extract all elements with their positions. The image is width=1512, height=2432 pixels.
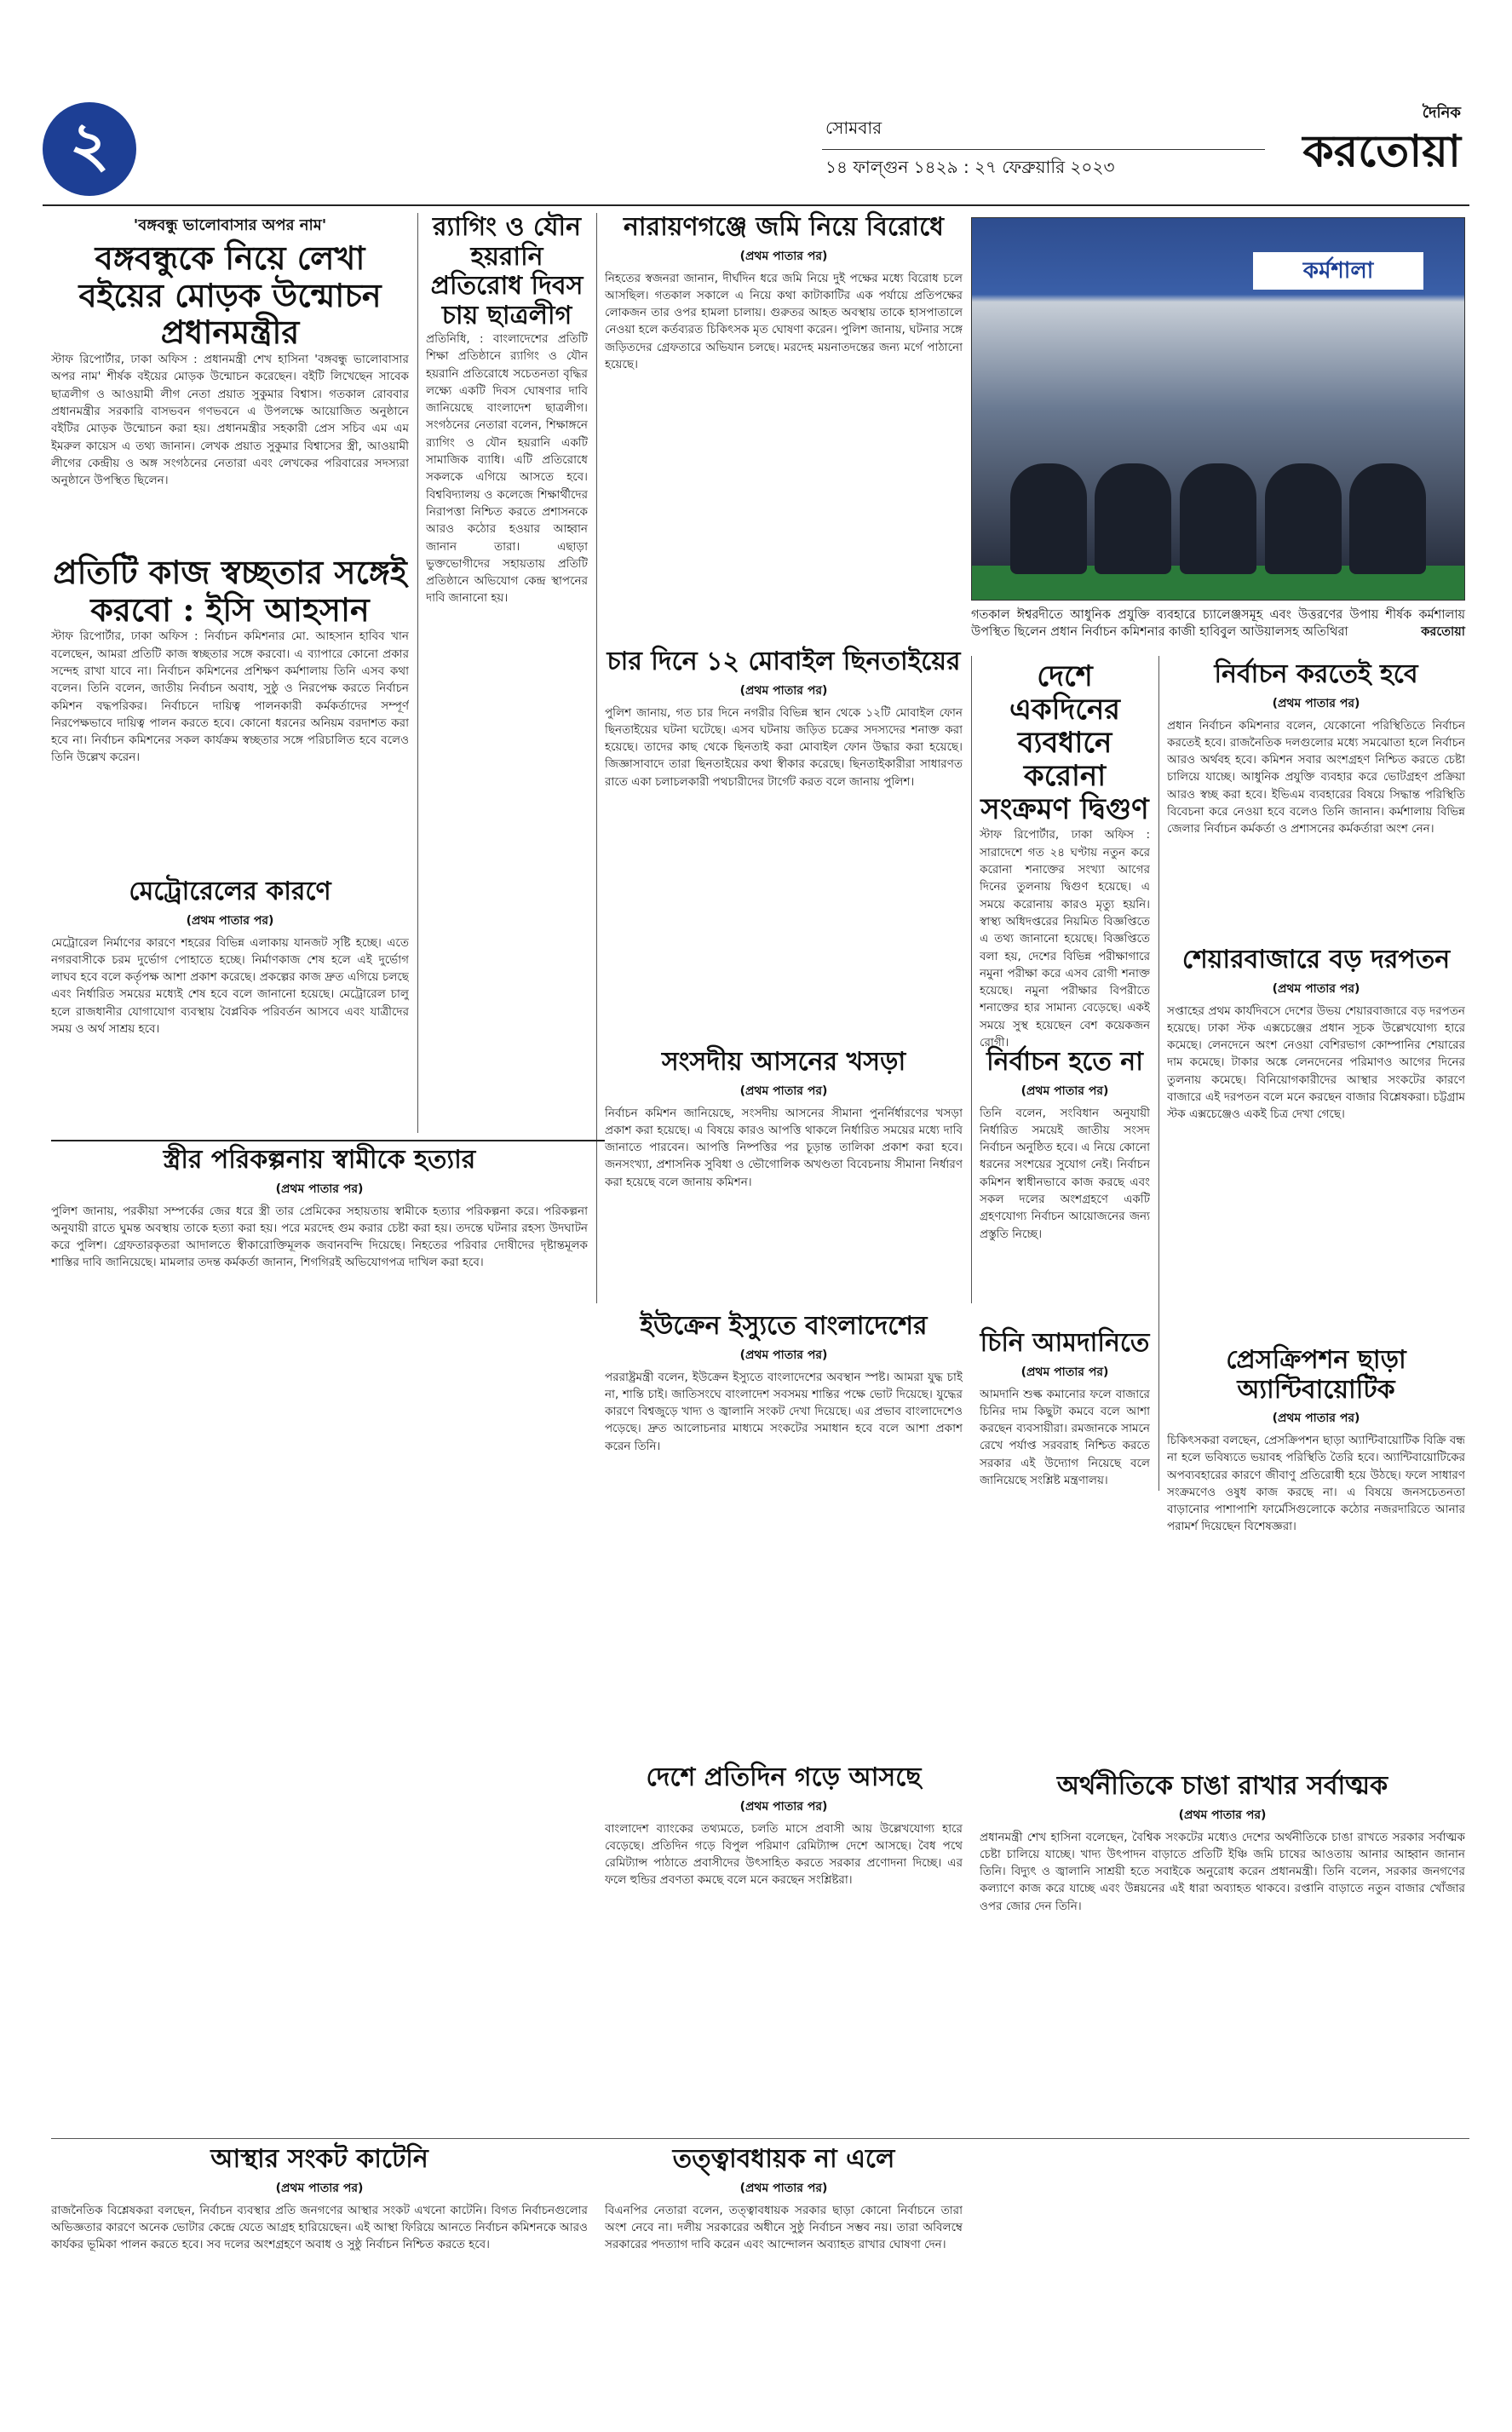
photo-person <box>1349 463 1426 574</box>
column-divider <box>417 213 418 1133</box>
headline: অর্থনীতিকে চাঙা রাখার সর্বাত্মক <box>1056 1771 1388 1801</box>
article-election-must <box>1167 660 1465 930</box>
body: পুলিশ জানায়, গত চার দিনে নগরীর বিভিন্ন স্থান থেকে ১২টি মোবাইল ফোন ছিনতাইয়ের ঘটনা ঘটেছে। এসব ঘটনায় জড়িত চক্রের সদস্যদের শনাক্ত করা হয়েছে। তাদের কাছ থেকে ছিনতাই করা মোবাইল ফোন উদ্ধার করা হয়েছে। জিজ্ঞাসাবাদে তারা ছিনতাইয়ের কথা স্বীকার করেছে। ছিনতাইকারীরা সাধারণত রাতে একা চলাচলকারী পথচারীদের টার্গেট করত বলে জানায় পুলিশ। <box>605 705 963 789</box>
article-book <box>51 213 409 581</box>
article-harassment <box>426 213 588 1063</box>
continued: (প্রথম পাতার পর) <box>1178 1808 1267 1822</box>
continued: (প্রথম পাতার পর) <box>739 1084 828 1098</box>
article-ukraine <box>605 1312 963 1744</box>
page-number: ২ <box>69 107 110 180</box>
continued: (প্রথম পাতার পর) <box>739 1348 828 1362</box>
headline: চিনি আমদানিতে <box>980 1328 1150 1358</box>
photo-person <box>1265 463 1342 574</box>
continued: (প্রথম পাতার পর) <box>1020 1365 1109 1379</box>
continued: (প্রথম পাতার পর) <box>1272 1411 1360 1425</box>
body: প্রধানমন্ত্রী শেখ হাসিনা বলেছেন, বৈশ্বিক সংকটের মধ্যেও দেশের অর্থনীতিকে চাঙা রাখতে সরকার সর্বাত্মক চেষ্টা চালিয়ে যাচ্ছে। খাদ্য উৎপাদন বাড়াতে প্রতিটি ইঞ্চি জমি চাষের আওতায় আনার আহ্বান জানান তিনি। বিদ্যুৎ ও জ্বালানি সাশ্রয়ী হতে সবাইকে অনুরোধ করেন প্রধানমন্ত্রী। তিনি বলেন, সরকার জনগণের কল্যাণে কাজ করে যাচ্ছে এবং উন্নয়নের এই ধারা অব্যাহত থাকবে। রপ্তানি বাড়াতে নতুন বাজার খোঁজার ওপর জোর দেন তিনি। <box>980 1830 1465 1913</box>
article-ec <box>51 554 409 866</box>
body: বাংলাদেশ ব্যাংকের তথ্যমতে, চলতি মাসে প্রবাসী আয় উল্লেখযোগ্য হারে বেড়েছে। প্রতিদিন গড়ে বিপুল পরিমাণ রেমিট্যান্স দেশে আসছে। বৈধ পথে রেমিট্যান্স পাঠাতে প্রবাসীদের উৎসাহিত করতে সরকার প্রণোদনা দিচ্ছে। এর ফলে হুন্ডির প্রবণতা কমছে বলে মনে করছেন সংশ্লিষ্টরা। <box>605 1821 963 1888</box>
logo-main: করতোয়া <box>1302 125 1461 177</box>
article-antibiotic <box>1167 1346 1465 1815</box>
photo-person <box>1010 463 1087 574</box>
body: পুলিশ জানায়, পরকীয়া সম্পর্কের জের ধরে স্ত্রী তার প্রেমিকের সহায়তায় স্বামীকে হত্যার পরিকল্পনা করে। পরিকল্পনা অনুযায়ী রাতে ঘুমন্ত অবস্থায় তাকে হত্যা করা হয়। পরে মরদেহ গুম করার চেষ্টা করা হয়। তদন্তে ঘটনার রহস্য উদঘাটন করে পুলিশ। গ্রেফতারকৃতরা আদালতে স্বীকারোক্তিমূলক জবানবন্দি দিয়েছে। নিহতের পরিবার দোষীদের দৃষ্টান্তমূলক শাস্তির দাবি জানিয়েছে। মামলার তদন্ত কর্মকর্তা জানান, শিগগিরই অভিযোগপত্র দাখিল করা হবে। <box>51 1204 588 1270</box>
headline: দেশে একদিনের ব্যবধানে করোনা সংক্রমণ দ্বিগুণ <box>980 659 1149 827</box>
headline: স্ত্রীর পরিকল্পনায় স্বামীকে হত্যার <box>163 1145 476 1175</box>
photo-people <box>1006 455 1430 574</box>
headline: সংসদীয় আসনের খসড়া <box>661 1047 906 1077</box>
body: নির্বাচন কমিশন জানিয়েছে, সংসদীয় আসনের সীমানা পুনর্নির্ধারণের খসড়া প্রকাশ করা হয়েছে। এ বিষয়ে কারও আপত্তি থাকলে নির্ধারিত সময়ের মধ্যে দাবি জানাতে পারবেন। আপত্তি নিষ্পত্তির পর চূড়ান্ত তালিকা প্রকাশ করা হবে। জনসংখ্যা, প্রশাসনিক সুবিধা ও ভৌগোলিক অখণ্ডতা বিবেচনায় সীমানা নির্ধারণ করা হয়েছে বলে জানায় কমিশন। <box>605 1106 963 1189</box>
headline: নারায়ণগঞ্জে জমি নিয়ে বিরোধে <box>623 212 944 242</box>
headline: চার দিনে ১২ মোবাইল ছিনতাইয়ের <box>607 647 961 676</box>
headline: প্রতিটি কাজ স্বচ্ছতার সঙ্গেই করবো : ইসি আহসান <box>53 553 407 629</box>
article-land <box>605 213 963 645</box>
article-trust <box>51 2145 588 2432</box>
kicker: 'বঙ্গবন্ধু ভালোবাসার অপর নাম' <box>133 216 327 234</box>
headline: বঙ্গবন্ধুকে নিয়ে লেখা বইয়ের মোড়ক উন্মোচন প্রধানমন্ত্রীর <box>78 239 382 352</box>
article-daily <box>605 1763 963 2084</box>
continued: (প্রথম পাতার পর) <box>1272 696 1360 710</box>
article-election-timely <box>980 1048 1150 1318</box>
article-economy <box>980 1772 1465 2425</box>
body: বিএনপির নেতারা বলেন, তত্ত্বাবধায়ক সরকার ছাড়া কোনো নির্বাচনে তারা অংশ নেবে না। দলীয় সরকারের অধীনে সুষ্ঠু নির্বাচন সম্ভব নয়। তারা অবিলম্বে সরকারের পদত্যাগ দাবি করেন এবং আন্দোলন অব্যাহত রাখার ঘোষণা দেন। <box>605 2203 963 2252</box>
date: ১৪ ফাল্গুন ১৪২৯ : ২৭ ফেব্রুয়ারি ২০২৩ <box>825 157 1115 177</box>
newspaper-logo <box>1291 101 1461 194</box>
headline: তত্ত্বাবধায়ক না এলে <box>672 2144 895 2174</box>
column-divider <box>971 656 972 1303</box>
body: রাজনৈতিক বিশ্লেষকরা বলছেন, নির্বাচন ব্যবস্থার প্রতি জনগণের আস্থার সংকট এখনো কাটেনি। বিগত নির্বাচনগুলোর অভিজ্ঞতার কারণে অনেক ভোটার কেন্দ্রে যেতে আগ্রহ হারিয়েছেন। এই আস্থা ফিরিয়ে আনতে নির্বাচন কমিশনকে আরও কার্যকর ভূমিকা পালন করতে হবে। সব দলের অংশগ্রহণে অবাধ ও সুষ্ঠু নির্বাচন নিশ্চিত করতে হবে। <box>51 2203 588 2252</box>
body: প্রধান নির্বাচন কমিশনার বলেন, যেকোনো পরিস্থিতিতে নির্বাচন করতেই হবে। রাজনৈতিক দলগুলোর মধ্যে সমঝোতা হলে নির্বাচন আরও অর্থবহ হবে। কমিশন সবার অংশগ্রহণ নিশ্চিত করতে চেষ্টা চালিয়ে যাচ্ছে। আধুনিক প্রযুক্তি ব্যবহার করে ভোটগ্রহণ প্রক্রিয়া আরও স্বচ্ছ করা হবে। ইভিএম ব্যবহারের বিষয়ে সিদ্ধান্ত পরিস্থিতি বিবেচনা করে নেওয়া হবে বলেও তিনি জানান। কর্মশালায় বিভিন্ন জেলার নির্বাচন কর্মকর্তা ও প্রশাসনের কর্মকর্তারা অংশ নেন। <box>1167 718 1465 837</box>
body: নিহতের স্বজনরা জানান, দীর্ঘদিন ধরে জমি নিয়ে দুই পক্ষের মধ্যে বিরোধ চলে আসছিল। গতকাল সকালে এ নিয়ে কথা কাটাকাটির এক পর্যায়ে প্রতিপক্ষের লোকজন তার ওপর হামলা চালায়। গুরুতর আহত অবস্থায় তাকে হাসপাতালে নেওয়া হলে কর্তব্যরত চিকিৎসক মৃত ঘোষণা করেন। পুলিশ জানায়, ঘটনার সঙ্গে জড়িতদের গ্রেফতারে অভিযান চলছে। মরদেহ ময়নাতদন্তের জন্য মর্গে পাঠানো হয়েছে। <box>605 271 963 371</box>
article-phones <box>605 647 963 1028</box>
article-caretaker <box>605 2145 963 2432</box>
caption-text: গতকাল ঈশ্বরদীতে আধুনিক প্রযুক্তি ব্যবহারে চ্যালেঞ্জসমূহ এবং উত্তরণের উপায় শীর্ষক কর্মশালায় উপস্থিত ছিলেন প্রধান নির্বাচন কমিশনার কাজী হাবিবুল আউয়ালসহ অতিথিরা <box>971 608 1465 639</box>
body: মেট্রোরেল নির্মাণের কারণে শহরের বিভিন্ন এলাকায় যানজট সৃষ্টি হচ্ছে। এতে নগরবাসীকে চরম দুর্ভোগ পোহাতে হচ্ছে। নির্মাণকাজ শেষ হলে এই দুর্ভোগ লাঘব হবে বলে কর্তৃপক্ষ আশা প্রকাশ করেছে। প্রকল্পের কাজ দ্রুত এগিয়ে চলছে এবং নির্ধারিত সময়ের মধ্যেই শেষ হবে বলে জানানো হয়েছে। মেট্রোরেল চালু হলে রাজধানীর যোগাযোগ ব্যবস্থায় বৈপ্লবিক পরিবর্তন আসবে এবং যাত্রীদের সময় ও অর্থ সাশ্রয় হবে। <box>51 935 409 1036</box>
body: স্টাফ রিপোর্টার, ঢাকা অফিস : প্রধানমন্ত্রী শেখ হাসিনা 'বঙ্গবন্ধু ভালোবাসার অপর নাম' শীর্ষক বইয়ের মোড়ক উন্মোচন করেছেন। বইটি লিখেছেন সাবেক ছাত্রলীগ ও আওয়ামী লীগ নেতা প্রয়াত সুকুমার বিশ্বাস। গতকাল রোববার প্রধানমন্ত্রীর সরকারি বাসভবন গণভবনে এ উপলক্ষে আয়োজিত অনুষ্ঠানে বইটির মোড়ক উন্মোচন করা হয়। প্রধানমন্ত্রীর সহকারী প্রেস সচিব এম এম ইমরুল কায়েস এ তথ্য জানান। লেখক প্রয়াত সুকুমার বিশ্বাসের স্ত্রী, আওয়ামী লীগের কেন্দ্রীয় ও অঙ্গ সংগঠনের নেতারা এবং লেখকের পরিবারের সদস্যরা অনুষ্ঠানে উপস্থিত ছিলেন। <box>51 353 409 488</box>
headline: র‌্যাগিং ও যৌন হয়রানি প্রতিরোধ দিবস চায় ছাত্রলীগ <box>430 212 584 331</box>
body: আমদানি শুল্ক কমানোর ফলে বাজারে চিনির দাম কিছুটা কমবে বলে আশা করছেন ব্যবসায়ীরা। রমজানকে সামনে রেখে পর্যাপ্ত সরবরাহ নিশ্চিত করতে সরকার এই উদ্যোগ নিয়েছে বলে জানিয়েছে সংশ্লিষ্ট মন্ত্রণালয়। <box>980 1387 1150 1487</box>
article-parliament <box>605 1048 963 1326</box>
section-divider <box>51 1140 605 1141</box>
weekday: সোমবার <box>822 111 1265 150</box>
body: তিনি বলেন, সংবিধান অনুযায়ী নির্ধারিত সময়েই জাতীয় সংসদ নির্বাচন অনুষ্ঠিত হবে। এ নিয়ে কোনো ধরনের সংশয়ের সুযোগ নেই। নির্বাচন কমিশন স্বাধীনভাবে কাজ করছে এবং সকল দলের অংশগ্রহণে একটি গ্রহণযোগ্য নির্বাচন আয়োজনের জন্য প্রস্তুতি নিচ্ছে। <box>980 1106 1150 1241</box>
news-photo <box>971 217 1465 601</box>
photo-credit: করতোয়া <box>1421 625 1465 639</box>
headline: প্রেসক্রিপশন ছাড়া অ্যান্টিবায়োটিক <box>1226 1345 1406 1405</box>
photo-caption <box>971 607 1465 641</box>
continued: (প্রথম পাতার পর) <box>275 2181 364 2195</box>
article-metro <box>51 877 409 1147</box>
headline: দেশে প্রতিদিন গড়ে আসছে <box>646 1762 922 1792</box>
continued: (প্রথম পাতার পর) <box>186 913 274 928</box>
continued: (প্রথম পাতার পর) <box>739 683 828 698</box>
body: স্টাফ রিপোর্টার, ঢাকা অফিস : নির্বাচন কমিশনার মো. আহসান হাবিব খান বলেছেন, আমরা প্রতিটি কাজ স্বচ্ছতার সঙ্গে করবো। এ ব্যাপারে কোনো প্রকার সন্দেহ রাখা যাবে না। নির্বাচন কমিশনের প্রশিক্ষণ কর্মশালায় তিনি এসব কথা বলেন। তিনি বলেন, জাতীয় নির্বাচন অবাধ, সুষ্ঠু ও নিরপেক্ষ করতে নির্বাচন কমিশন বদ্ধপরিকর। নির্বাচনে দায়িত্ব পালনকারী কর্মকর্তাদের সম্পূর্ণ নিরপেক্ষভাবে দায়িত্ব পালন করতে হবে। কোনো ধরনের অনিয়ম বরদাশত করা হবে না। নির্বাচন কমিশনের সকল কার্যক্রম স্বচ্ছতার সঙ্গে পরিচালিত হবে বলেও তিনি উল্লেখ করেন। <box>51 630 409 765</box>
continued: (প্রথম পাতার পর) <box>739 1799 828 1814</box>
body: প্রতিনিধি, : বাংলাদেশের প্রতিটি শিক্ষা প্রতিষ্ঠানে র‌্যাগিং ও যৌন হয়রানি প্রতিরোধে সচেতনতা বৃদ্ধির লক্ষ্যে একটি দিবস ঘোষণার দাবি জানিয়েছে বাংলাদেশ ছাত্রলীগ। সংগঠনের নেতারা বলেন, শিক্ষাঙ্গনে র‌্যাগিং ও যৌন হয়রানি একটি সামাজিক ব্যাধি। এটি প্রতিরোধে সকলকে এগিয়ে আসতে হবে। বিশ্ববিদ্যালয় ও কলেজে শিক্ষার্থীদের নিরাপত্তা নিশ্চিত করতে প্রশাসনকে আরও কঠোর হওয়ার আহ্বান জানান তারা। এছাড়া ভুক্তভোগীদের সহায়তায় প্রতিটি প্রতিষ্ঠানে অভিযোগ কেন্দ্র স্থাপনের দাবি জানানো হয়। <box>426 332 588 606</box>
photo-banner: কর্মশালা <box>1253 252 1423 290</box>
body: সপ্তাহের প্রথম কার্যদিবসে দেশের উভয় শেয়ারবাজারে বড় দরপতন হয়েছে। ঢাকা স্টক এক্সচেঞ্জের প্রধান সূচক উল্লেখযোগ্য হারে কমেছে। লেনদেনে অংশ নেওয়া বেশিরভাগ কোম্পানির শেয়ারের দাম কমেছে। টাকার অঙ্কে লেনদেনের পরিমাণও আগের দিনের তুলনায় কমেছে। বিনিয়োগকারীদের আস্থার সংকটের কারণে বাজারে এই দরপতন বলে মনে করছেন বাজার বিশ্লেষকরা। চট্টগ্রাম স্টক এক্সচেঞ্জেও একই চিত্র দেখা গেছে। <box>1167 1003 1465 1122</box>
photo-person <box>1095 463 1171 574</box>
headline: নির্বাচন করতেই হবে <box>1214 659 1418 689</box>
masthead-divider <box>43 204 1469 206</box>
body: চিকিৎসকরা বলছেন, প্রেসক্রিপশন ছাড়া অ্যান্টিবায়োটিক বিক্রি বন্ধ না হলে ভবিষ্যতে ভয়াবহ পরিস্থিতি তৈরি হবে। অ্যান্টিবায়োটিকের অপব্যবহারের কারণে জীবাণু প্রতিরোধী হয়ে উঠছে। ফলে সাধারণ সংক্রমণেও ওষুধ কাজ করছে না। এ বিষয়ে জনসচেতনতা বাড়ানোর পাশাপাশি ফার্মেসিগুলোকে কঠোর নজরদারিতে আনার পরামর্শ দিয়েছেন বিশেষজ্ঞরা। <box>1167 1434 1465 1534</box>
headline: শেয়ারবাজারে বড় দরপতন <box>1181 945 1451 975</box>
article-corona <box>980 660 1150 1082</box>
logo-top: দৈনিক <box>1422 104 1461 122</box>
body: পররাষ্ট্রমন্ত্রী বলেন, ইউক্রেন ইস্যুতে বাংলাদেশের অবস্থান স্পষ্ট। আমরা যুদ্ধ চাই না, শান্তি চাই। জাতিসংঘে বাংলাদেশ সবসময় শান্তির পক্ষে ভোট দিয়েছে। যুদ্ধের কারণে বিশ্বজুড়ে খাদ্য ও জ্বালানি সংকট দেখা দিয়েছে। এর প্রভাব বাংলাদেশেও পড়েছে। দ্রুত আলোচনার মাধ্যমে সংকটের সমাধান হবে বলে আশা প্রকাশ করেন তিনি। <box>605 1370 963 1453</box>
column-divider <box>1158 656 1159 1491</box>
continued: (প্রথম পাতার পর) <box>1020 1084 1109 1098</box>
continued: (প্রথম পাতার পর) <box>739 249 828 263</box>
continued: (প্রথম পাতার পর) <box>1272 981 1360 996</box>
dateline <box>822 111 1265 187</box>
article-stock <box>1167 946 1465 1343</box>
headline: ইউক্রেন ইস্যুতে বাংলাদেশের <box>640 1311 928 1341</box>
photo-person <box>1180 463 1256 574</box>
headline: আস্থার সংকট কাটেনি <box>210 2144 428 2174</box>
headline: নির্বাচন হতে না <box>986 1047 1143 1077</box>
page-number-badge <box>43 102 136 196</box>
continued: (প্রথম পাতার পর) <box>275 1182 364 1196</box>
body: স্টাফ রিপোর্টার, ঢাকা অফিস : সারাদেশে গত ২৪ ঘণ্টায় নতুন করে করোনা শনাক্তের সংখ্যা আগের দিনের তুলনায় দ্বিগুণ হয়েছে। এ সময়ে করোনায় কারও মৃত্যু হয়নি। স্বাস্থ্য অধিদপ্তরের নিয়মিত বিজ্ঞপ্তিতে এ তথ্য জানানো হয়েছে। বিজ্ঞপ্তিতে বলা হয়, দেশের বিভিন্ন পরীক্ষাগারে নমুনা পরীক্ষা করে এসব রোগী শনাক্ত হয়েছে। নমুনা পরীক্ষার বিপরীতে শনাক্তের হার সামান্য বেড়েছে। একই সময়ে সুস্থ হয়েছেন বেশ কয়েকজন রোগী। <box>980 828 1150 1050</box>
article-murder <box>51 1146 588 2165</box>
headline: মেট্রোরেলের কারণে <box>129 877 331 906</box>
continued: (প্রথম পাতার পর) <box>739 2181 828 2195</box>
